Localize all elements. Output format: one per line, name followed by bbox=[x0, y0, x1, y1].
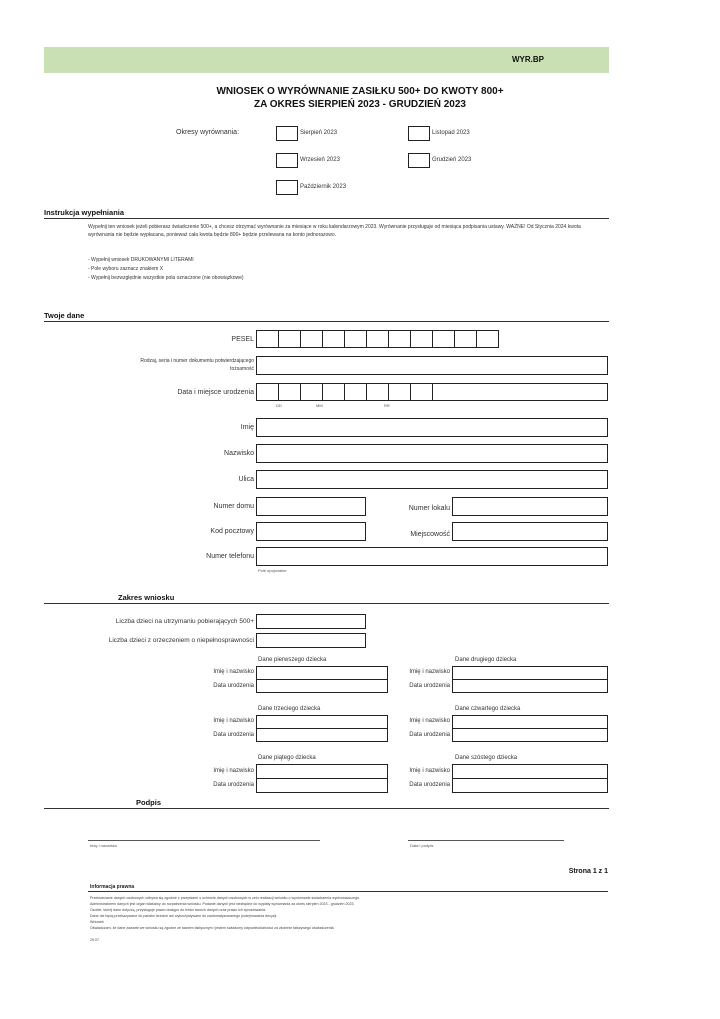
child-5-name-label: Imię i nazwisko bbox=[213, 768, 254, 774]
birth-digit[interactable] bbox=[344, 383, 367, 401]
child-2-name-label: Imię i nazwisko bbox=[409, 669, 450, 675]
pesel-digit[interactable] bbox=[322, 330, 345, 348]
child-4-dob-label: Data urodzenia bbox=[409, 732, 450, 738]
instructions-bullet-3: - Wypełnij bezwzględnie wszystkie pola oznaczone (nie obowiązkowe) bbox=[88, 275, 244, 281]
pesel-digit[interactable] bbox=[366, 330, 389, 348]
divider bbox=[44, 603, 609, 604]
legal-title: Informacja prawna bbox=[90, 884, 135, 890]
instructions-text: Wypełnij ten wniosek jeżeli pobierasz świadczenie 500+, a chcesz otrzymać wyrównanie za miesiące w roku kalendarzowym 2023. Wyrównanie przysługuje od miesiąca podpisania ustawy. WAŻNE! Od Stycznia 2024 kwota wyrównania nie będzie wypłacana, ponieważ cała kwota będzie 800+ będzie przelewana na konto jednorazowo. bbox=[88, 224, 581, 238]
child-4-name-input[interactable] bbox=[452, 715, 608, 729]
phone-note: Pole opcjonalne bbox=[258, 568, 287, 573]
street-input[interactable] bbox=[256, 470, 608, 489]
legal-line-6: Oświadczam, że dane zawarte we wniosku są zgodne ze stanem faktycznym i jestem świadomy odpowiedzialności za złożenie fałszywego oświadczenia. bbox=[90, 926, 335, 930]
your-data-title: Twoje dane bbox=[44, 311, 85, 320]
legal-line-5: Wniosek bbox=[90, 920, 104, 924]
form-title-line2: ZA OKRES SIERPIEŃ 2023 - GRUDZIEŃ 2023 bbox=[254, 99, 466, 110]
child-4-header: Dane czwartego dziecka bbox=[455, 706, 521, 712]
birth-digit[interactable] bbox=[322, 383, 345, 401]
phone-label: Numer telefonu bbox=[206, 553, 254, 560]
child-6-name-label: Imię i nazwisko bbox=[409, 768, 450, 774]
postal-code-input[interactable] bbox=[256, 522, 366, 541]
instructions-bullet-2: - Pole wyboru zaznacz znakiem X bbox=[88, 266, 164, 272]
child-1-name-label: Imię i nazwisko bbox=[213, 669, 254, 675]
child-3-dob-label: Data urodzenia bbox=[213, 732, 254, 738]
child-2-name-input[interactable] bbox=[452, 666, 608, 680]
pesel-digit[interactable] bbox=[388, 330, 411, 348]
period-label-dec: Grudzień 2023 bbox=[432, 157, 472, 163]
legal-line-2: Administratorem danych jest organ właściwy do rozpatrzenia wniosku. Podanie danych jest niezbędne do wypłaty wyrównania za okres sierpień 2023 - grudzień 2023. bbox=[90, 902, 355, 906]
postal-code-label: Kod pocztowy bbox=[210, 528, 254, 535]
periods-label: Okresy wyrównania: bbox=[176, 129, 240, 136]
birth-place-input[interactable] bbox=[432, 383, 608, 401]
birth-label: Data i miejsce urodzenia bbox=[177, 389, 254, 396]
disabled-children-input[interactable] bbox=[256, 633, 366, 648]
birth-digit[interactable] bbox=[366, 383, 389, 401]
document-input[interactable] bbox=[256, 356, 608, 375]
birth-year-caption: RR bbox=[384, 403, 390, 408]
divider bbox=[88, 891, 608, 892]
child-6-name-input[interactable] bbox=[452, 764, 608, 779]
period-checkbox-dec[interactable] bbox=[408, 153, 430, 168]
divider bbox=[44, 321, 609, 322]
divider bbox=[44, 808, 609, 809]
period-checkbox-nov[interactable] bbox=[408, 126, 430, 141]
child-4-dob-input[interactable] bbox=[452, 728, 608, 742]
children-count-label: Liczba dzieci na utrzymaniu pobierających 500+ bbox=[115, 618, 254, 625]
signature-date-caption: Data i podpis bbox=[410, 843, 434, 848]
birth-digit[interactable] bbox=[410, 383, 433, 401]
street-label: Ulica bbox=[238, 476, 254, 483]
pesel-digit[interactable] bbox=[432, 330, 455, 348]
child-1-header: Dane pierwszego dziecka bbox=[258, 657, 327, 663]
phone-input[interactable] bbox=[256, 547, 608, 566]
period-label-aug: Sierpień 2023 bbox=[300, 130, 338, 136]
birth-date-input[interactable] bbox=[256, 383, 434, 401]
period-checkbox-aug[interactable] bbox=[276, 126, 298, 141]
pesel-input[interactable] bbox=[256, 330, 500, 348]
child-1-dob-label: Data urodzenia bbox=[213, 683, 254, 689]
house-number-input[interactable] bbox=[256, 497, 366, 516]
instructions-bullet-1: - Wypełnij wniosek DRUKOWANYMI LITERAMI bbox=[88, 257, 194, 263]
pesel-digit[interactable] bbox=[476, 330, 499, 348]
document-label-line1: Rodzaj, seria i numer dokumentu potwierdzającego bbox=[140, 358, 254, 364]
child-2-dob-label: Data urodzenia bbox=[409, 683, 450, 689]
child-5-header: Dane piątego dziecka bbox=[258, 755, 316, 761]
city-input[interactable] bbox=[452, 522, 608, 541]
document-label-line2: tożsamość bbox=[230, 366, 254, 372]
birth-digit[interactable] bbox=[300, 383, 323, 401]
child-5-dob-label: Data urodzenia bbox=[213, 782, 254, 788]
first-name-input[interactable] bbox=[256, 418, 608, 437]
child-2-header: Dane drugiego dziecka bbox=[455, 657, 517, 663]
signature-title: Podpis bbox=[136, 798, 162, 807]
child-6-dob-input[interactable] bbox=[452, 778, 608, 793]
page-number: Strona 1 z 1 bbox=[568, 868, 608, 875]
child-3-header: Dane trzeciego dziecka bbox=[258, 706, 321, 712]
flat-number-label: Numer lokalu bbox=[408, 505, 450, 512]
birth-digit[interactable] bbox=[278, 383, 301, 401]
child-6-header: Dane szóstego dziecka bbox=[455, 755, 518, 761]
legal-line-1: Przetwarzanie danych osobowych odbywa się zgodnie z przepisami o ochronie danych osobowych w celu realizacji wniosku o wyrównanie świadczenia wychowawczego. bbox=[90, 896, 361, 900]
signature-name-line[interactable] bbox=[88, 840, 320, 841]
child-2-dob-input[interactable] bbox=[452, 679, 608, 693]
pesel-digit[interactable] bbox=[256, 330, 279, 348]
legal-line-4: Dane nie będą przekazywane do państw trzecich ani wykorzystywane do zautomatyzowanego podejmowania decyzji. bbox=[90, 914, 278, 918]
period-checkbox-sep[interactable] bbox=[276, 153, 298, 168]
signature-date-line[interactable] bbox=[408, 840, 564, 841]
period-label-nov: Listopad 2023 bbox=[432, 130, 470, 136]
signature-name-caption: Imię i nazwisko bbox=[90, 843, 118, 848]
period-label-sep: Wrzesień 2023 bbox=[300, 157, 340, 163]
disabled-children-label: Liczba dzieci z orzeczeniem o niepełnosprawności bbox=[108, 637, 254, 644]
pesel-digit[interactable] bbox=[278, 330, 301, 348]
birth-digit[interactable] bbox=[388, 383, 411, 401]
pesel-digit[interactable] bbox=[300, 330, 323, 348]
house-number-label: Numer domu bbox=[213, 503, 254, 510]
city-label: Miejscowość bbox=[410, 531, 450, 538]
birth-day-caption: DD bbox=[276, 403, 282, 408]
scope-title: Zakres wniosku bbox=[118, 593, 175, 602]
children-count-input[interactable] bbox=[256, 614, 366, 629]
child-4-name-label: Imię i nazwisko bbox=[409, 718, 450, 724]
flat-number-input[interactable] bbox=[452, 497, 608, 516]
pesel-digit[interactable] bbox=[410, 330, 433, 348]
birth-month-caption: MM bbox=[316, 403, 323, 408]
pesel-label: PESEL bbox=[231, 336, 254, 343]
pesel-digit[interactable] bbox=[454, 330, 477, 348]
form-title-line1: WNIOSEK O WYRÓWNANIE ZASIŁKU 500+ DO KWOTY 800+ bbox=[216, 86, 504, 97]
legal-line-3: Osobie, której dane dotyczą, przysługuje prawo dostępu do treści swoich danych oraz prawo ich sprostowania. bbox=[90, 908, 266, 912]
child-3-name-label: Imię i nazwisko bbox=[213, 718, 254, 724]
last-name-input[interactable] bbox=[256, 444, 608, 463]
last-name-label: Nazwisko bbox=[224, 450, 254, 457]
pesel-digit[interactable] bbox=[344, 330, 367, 348]
first-name-label: Imię bbox=[240, 424, 254, 431]
child-6-dob-label: Data urodzenia bbox=[409, 782, 450, 788]
divider bbox=[44, 218, 609, 219]
period-label-oct: Październik 2023 bbox=[300, 184, 347, 190]
birth-digit[interactable] bbox=[256, 383, 279, 401]
instructions-title: Instrukcja wypełniania bbox=[44, 208, 125, 217]
period-checkbox-oct[interactable] bbox=[276, 180, 298, 195]
form-code: WYR.BP bbox=[512, 55, 544, 64]
legal-line-7: 29.07 bbox=[90, 938, 99, 942]
